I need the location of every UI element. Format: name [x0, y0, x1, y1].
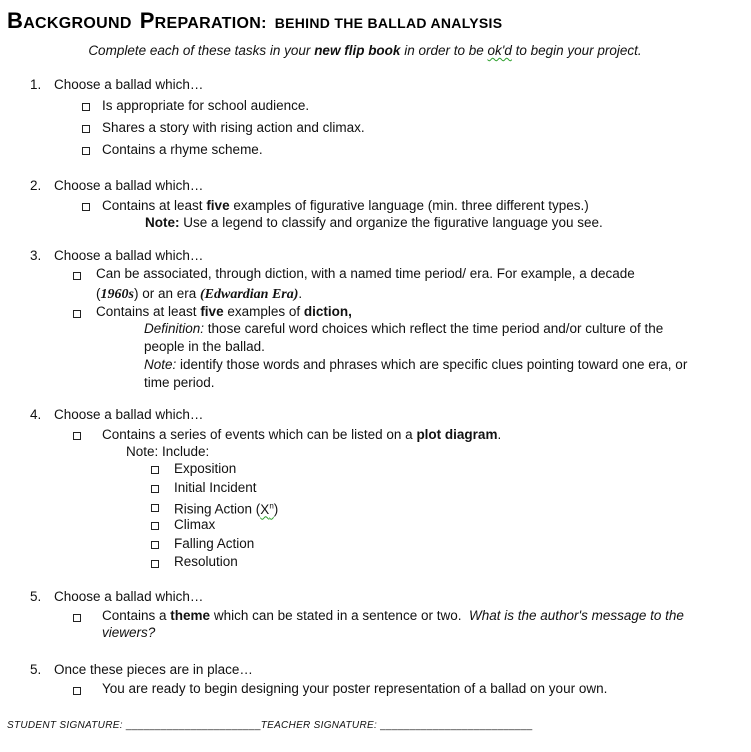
- section-number: 5.: [30, 589, 42, 604]
- checkbox-icon[interactable]: [73, 310, 81, 318]
- list-item: [102, 197, 589, 215]
- bold-text: five: [206, 198, 230, 213]
- text: Contains at least: [102, 198, 207, 213]
- text: Rising Action (: [174, 501, 261, 517]
- title-word: ACKGROUND: [23, 15, 132, 32]
- text: (: [96, 286, 101, 301]
- note: [144, 356, 687, 374]
- plot-item-falling-action: Falling Action: [174, 536, 255, 551]
- example-era: (Edwardian Era): [199, 287, 299, 302]
- note-label: Note:: [144, 357, 177, 372]
- note: Note: Include:: [126, 444, 210, 459]
- section-heading: Choose a ballad which…: [54, 407, 204, 422]
- text: examples of figurative language (min. three different types.): [229, 198, 589, 213]
- list-item: Shares a story with rising action and climax.: [102, 120, 365, 135]
- student-signature-label: STUDENT SIGNATURE:: [7, 720, 123, 731]
- bold-text: diction,: [303, 304, 352, 319]
- checkbox-icon[interactable]: [73, 272, 81, 280]
- note: [145, 214, 603, 232]
- section-heading: Choose a ballad which…: [54, 77, 204, 92]
- checkbox-icon[interactable]: [151, 504, 159, 512]
- section-heading: Once these pieces are in place…: [54, 662, 253, 677]
- text: .: [497, 427, 502, 442]
- plot-item-climax: Climax: [174, 517, 216, 532]
- teacher-signature-label: TEACHER SIGNATURE:: [260, 720, 378, 731]
- checkbox-icon[interactable]: [73, 432, 81, 440]
- checkbox-icon[interactable]: [82, 103, 90, 111]
- section-number: 4.: [30, 407, 42, 422]
- list-item: [102, 607, 684, 625]
- definition-text: those careful word choices which reflect the time period and/or culture of the: [204, 321, 664, 336]
- text: X: [260, 501, 270, 517]
- checkbox-icon[interactable]: [151, 560, 159, 568]
- text: examples of: [223, 304, 304, 319]
- text: Contains a: [102, 608, 171, 623]
- checkbox-icon[interactable]: [73, 614, 81, 622]
- section-heading: Choose a ballad which…: [54, 248, 204, 263]
- text: Contains a series of events which can be listed on a: [102, 427, 417, 442]
- spellcheck-word: [260, 502, 273, 517]
- checkbox-icon[interactable]: [151, 522, 159, 530]
- intro-text: in order to be: [400, 43, 488, 58]
- intro-bold: new flip book: [314, 43, 401, 58]
- italic-question: What is the author's message to the: [468, 608, 684, 623]
- section-number: 5.: [30, 662, 42, 677]
- example-decade: 1960s: [100, 287, 134, 302]
- title-initial: B: [7, 8, 24, 33]
- signature-line: [7, 720, 533, 731]
- checkbox-icon[interactable]: [151, 466, 159, 474]
- spellcheck-word: ok'd: [487, 43, 512, 58]
- list-item: [96, 303, 352, 321]
- section-number: 2.: [30, 178, 42, 193]
- list-item: Is appropriate for school audience.: [102, 98, 310, 113]
- checkbox-icon[interactable]: [151, 485, 159, 493]
- page-subtitle: BEHIND THE BALLAD ANALYSIS: [274, 15, 503, 31]
- list-item: You are ready to begin designing your poster representation of a ballad on your own.: [102, 681, 608, 696]
- bold-text: five: [200, 304, 224, 319]
- section-heading: Choose a ballad which…: [54, 178, 204, 193]
- student-signature-field[interactable]: _______________________: [122, 720, 261, 731]
- checkbox-icon[interactable]: [82, 203, 90, 211]
- plot-item-exposition: Exposition: [174, 461, 237, 476]
- note-text: identify those words and phrases which are specific clues pointing toward one era, or: [176, 357, 688, 372]
- list-item: [102, 426, 501, 444]
- note-continuation: time period.: [144, 375, 215, 390]
- bold-text: plot diagram: [416, 427, 498, 442]
- checkbox-icon[interactable]: [82, 147, 90, 155]
- intro-text: Complete each of these tasks in your: [88, 43, 315, 58]
- intro-instructions: [0, 43, 730, 58]
- checkbox-icon[interactable]: [151, 541, 159, 549]
- text: ): [273, 501, 279, 517]
- list-item: Can be associated, through diction, with a named time period/ era. For example, a decade: [96, 266, 635, 281]
- intro-text: to begin your project.: [511, 43, 642, 58]
- section-heading: Choose a ballad which…: [54, 589, 204, 604]
- page-title: [7, 8, 502, 34]
- text: .: [298, 286, 303, 301]
- list-item: Contains a rhyme scheme.: [102, 142, 263, 157]
- superscript: n: [269, 501, 274, 510]
- definition: [144, 320, 663, 338]
- text: Contains at least: [96, 304, 201, 319]
- list-item-continuation: [96, 285, 302, 304]
- title-initial: P: [139, 8, 155, 33]
- definition-label: Definition:: [144, 321, 205, 336]
- note-label: Note:: [145, 215, 180, 230]
- plot-item-initial-incident: Initial Incident: [174, 480, 257, 495]
- text: ) or an era: [133, 286, 200, 301]
- checkbox-icon[interactable]: [73, 687, 81, 695]
- list-item-continuation: viewers?: [102, 625, 156, 640]
- section-number: 1.: [30, 77, 42, 92]
- teacher-signature-field[interactable]: __________________________: [377, 720, 533, 731]
- definition-continuation: people in the ballad.: [144, 339, 265, 354]
- note-text: Use a legend to classify and organize the figurative language you see.: [179, 215, 603, 230]
- section-number: 3.: [30, 248, 42, 263]
- plot-item-resolution: Resolution: [174, 554, 238, 569]
- text: which can be stated in a sentence or two.: [210, 608, 469, 623]
- title-word: REPARATION:: [154, 15, 267, 32]
- checkbox-icon[interactable]: [82, 125, 90, 133]
- bold-text: theme: [170, 608, 211, 623]
